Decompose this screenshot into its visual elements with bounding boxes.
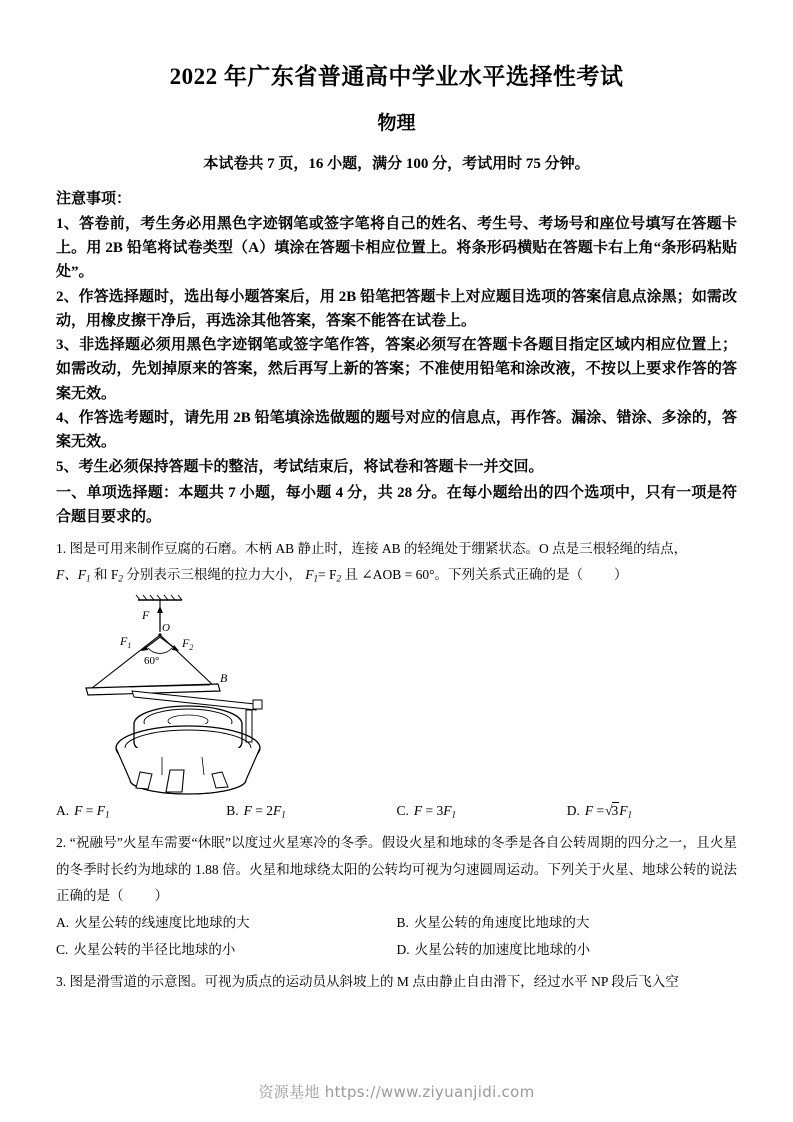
notice-item: 1、答卷前，考生务必用黑色字迹钢笔或签字笔将自己的姓名、考生号、考场号和座位号填写在答题卡上。用 2B 铅笔将试卷类型（A）填涂在答题卡相应位置上。将条形码横贴在答题卡右上角“条形码粘贴处”。 xyxy=(56,215,737,281)
q2-option-d-text: 火星公转的加速度比地球的小 xyxy=(414,942,591,958)
q2-option-a-label: A. xyxy=(56,915,70,931)
q1-option-a-label: A. xyxy=(56,803,70,819)
notice-item: 2、作答选择题时，选出每小题答案后，用 2B 铅笔把答题卡上对应题目选项的答案信息点涂黑；如需改动，用橡皮擦干净后，再选涂其他答案，答案不能答在试卷上。 xyxy=(56,288,737,329)
q1-sub-2: 2 xyxy=(118,573,123,584)
q1-option-c-lhs: F xyxy=(413,803,423,819)
q1-option-a-rhs: F xyxy=(96,803,105,819)
question-1-options xyxy=(56,797,737,824)
q2-option-b-label: B. xyxy=(396,915,409,931)
q2-option-c-text: 火星公转的半径比地球的小 xyxy=(73,942,236,958)
q2-option-b-text: 火星公转的角速度比地球的大 xyxy=(413,915,590,931)
q2-stem-tail: ） xyxy=(154,887,169,903)
figure-label-F: F xyxy=(142,608,150,623)
notice-item: 4、作答选考题时，请先用 2B 铅笔填涂选做题的题号对应的信息点，再作答。漏涂、错涂、多涂的，答案无效。 xyxy=(56,410,737,451)
q1-option-b-label: B. xyxy=(226,803,239,819)
figure-label-F1: $F_1$ xyxy=(120,634,132,651)
figure-label-angle: 60° xyxy=(144,655,160,668)
q1-eq-sub-1: 1 xyxy=(313,573,319,584)
q1-option-d-radical: √3 xyxy=(605,803,619,819)
notice-block xyxy=(56,187,737,479)
question-3 xyxy=(56,969,737,995)
question-2-options-row-1 xyxy=(56,909,737,936)
q1-stem-frag-e: = F xyxy=(318,566,337,582)
q1-option-c-coef: 3 xyxy=(436,803,444,819)
stone-mill-force-diagram xyxy=(70,592,330,797)
q1-option-d-label: D. xyxy=(566,803,580,819)
q1-stem-frag-f: 且 ∠AOB = 60°。下列关系式正确的是（ xyxy=(344,566,583,582)
q1-option-b-rhs: F xyxy=(273,803,282,819)
q2-option-d-label: D. xyxy=(396,942,410,958)
question-2-option-c[interactable] xyxy=(56,936,397,963)
figure-label-O: O xyxy=(162,622,170,635)
q1-option-b-coef: 2 xyxy=(266,803,274,819)
question-2 xyxy=(56,830,737,909)
q1-option-c-label: C. xyxy=(396,803,409,819)
question-1-option-c[interactable] xyxy=(397,797,567,824)
question-2-option-a[interactable] xyxy=(56,909,397,936)
q1-stem-frag-g: ） xyxy=(614,566,628,582)
q1-option-c-rhs: F xyxy=(443,803,452,819)
footer-watermark: 资源基地 https://www.ziyuanjidi.com xyxy=(258,1083,535,1101)
question-3-number: 3. xyxy=(56,974,67,990)
q1-option-d-eq: = xyxy=(596,803,605,819)
q1-eq-F1: F xyxy=(305,566,314,582)
question-2-stem: “祝融号”火星车需要“休眠”以度过火星寒冷的冬季。假设火星和地球的冬季是各自公转周期的四分之一，且火星的冬季时长约为地球的 1.88 倍。火星和地球绕太阳的公转均可视为匀速圆周运动。下列关于火星、地球公转的说法正确的是（ xyxy=(56,835,738,903)
question-2-number: 2. xyxy=(56,835,67,851)
q1-option-c-eq: = xyxy=(425,803,434,819)
q2-option-a-text: 火星公转的线速度比地球的大 xyxy=(74,915,250,931)
question-2-option-d[interactable] xyxy=(397,936,738,963)
question-1-stem-line-1: 图是可用来制作豆腐的石磨。木柄 AB 静止时，连接 AB 的轻绳处于绷紧状态。O 点是三根轻绳的结点， xyxy=(69,540,688,556)
question-1 xyxy=(56,536,737,562)
question-1-option-d[interactable] xyxy=(567,797,737,824)
q1-stem-frag-b: 和 F xyxy=(93,566,119,582)
q1-stem-frag-c: 分别表示三根绳的拉力大小， xyxy=(126,566,302,582)
notice-heading: 注意事项： xyxy=(56,191,132,208)
q2-answer-blank xyxy=(124,888,155,903)
question-1-figure xyxy=(56,592,737,797)
q1-option-b-rhs-sub: 1 xyxy=(281,809,286,820)
q1-eq-sub-2: 2 xyxy=(336,573,342,584)
question-1-option-b[interactable] xyxy=(226,797,396,824)
q2-option-c-label: C. xyxy=(56,942,69,958)
question-3-stem: 图是滑雪道的示意图。可视为质点的运动员从斜坡上的 M 点由静止自由滑下，经过水平 NP 段后飞入空 xyxy=(69,974,679,990)
figure-label-F2: $F_2$ xyxy=(182,636,194,653)
notice-item: 5、考生必须保持答题卡的整洁，考试结束后，将试卷和答题卡一并交回。 xyxy=(56,458,544,475)
notice-item: 3、非选择题必须用黑色字迹钢笔或签字笔作答，答案必须写在答题卡各题目指定区域内相应位置上；如需改动，先划掉原来的答案，然后再写上新的答案；不准使用铅笔和涂改液，不按以上要求作答的答案无效。 xyxy=(56,337,737,402)
q1-answer-blank xyxy=(583,567,614,582)
exam-meta-line: 本试卷共 7 页，16 小题，满分 100 分，考试用时 75 分钟。 xyxy=(203,156,590,173)
page-title: 2022 年广东省普通高中学业水平选择性考试 xyxy=(169,64,624,89)
question-1-option-a[interactable] xyxy=(56,797,226,824)
q1-option-a-rhs-sub: 1 xyxy=(105,809,110,820)
question-2-options-row-2 xyxy=(56,936,737,963)
q1-option-a-lhs: F xyxy=(74,803,83,819)
q1-option-d-rhs-sub: 1 xyxy=(627,809,633,820)
q1-option-c-rhs-sub: 1 xyxy=(451,809,457,820)
question-2-option-b[interactable] xyxy=(397,909,738,936)
q1-option-a-eq: = xyxy=(85,803,94,819)
section-heading-single-choice: 一、单项选择题：本题共 7 小题，每小题 4 分，共 28 分。在每小题给出的四个选项中，只有一项是符合题目要求的。 xyxy=(56,484,737,526)
figure-label-B: B xyxy=(220,671,228,686)
q1-sub-1: 1 xyxy=(86,573,91,584)
question-1-number: 1. xyxy=(56,540,67,556)
question-1-stem-line-2 xyxy=(56,562,737,588)
q1-option-b-eq: = xyxy=(255,803,263,819)
q1-option-d-lhs: F xyxy=(584,803,594,819)
q1-option-b-lhs: F xyxy=(243,803,252,819)
subject-title: 物理 xyxy=(377,112,416,134)
q1-symbol-F-group: F、F xyxy=(56,566,86,582)
q1-option-d-rhs: F xyxy=(619,803,628,819)
